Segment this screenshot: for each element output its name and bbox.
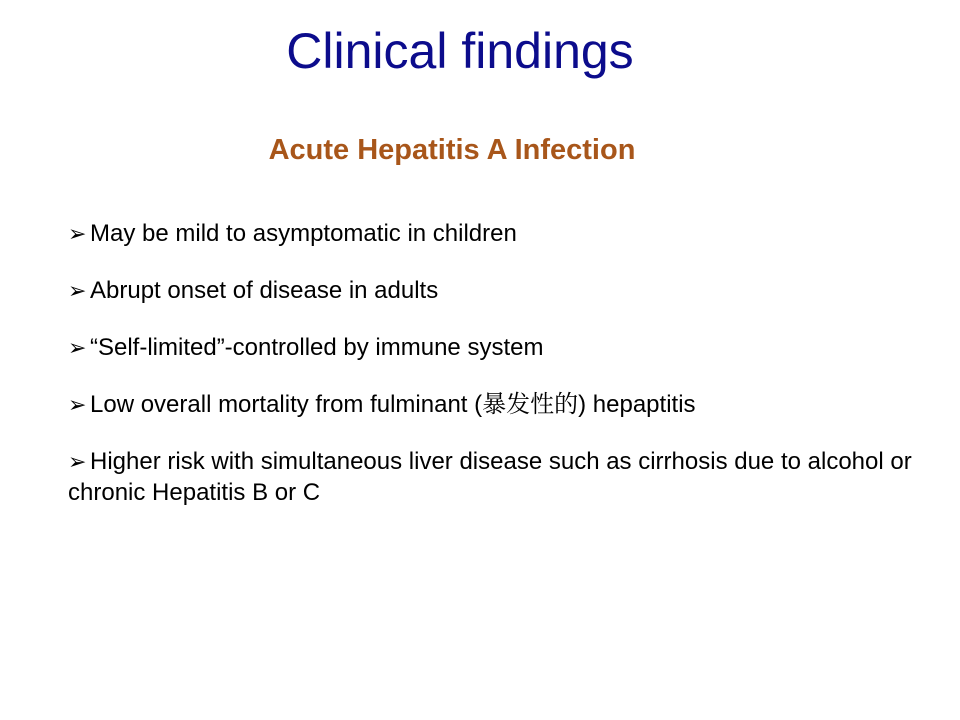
arrow-bullet-icon: ➢	[68, 278, 87, 303]
bullet-text: Higher risk with simultaneous liver disease such as cirrhosis due to alcohol or chronic Hepatitis B or C	[68, 448, 912, 506]
bullet-text: Abrupt onset of disease in adults	[90, 277, 439, 304]
bullet-text-chinese: 暴发性的	[482, 390, 579, 418]
arrow-bullet-icon: ➢	[68, 449, 87, 474]
arrow-bullet-icon: ➢	[68, 221, 87, 246]
bullet-text-after: ) hepaptitis	[578, 391, 696, 418]
slide-title: Clinical findings	[286, 23, 634, 79]
arrow-bullet-icon: ➢	[68, 392, 87, 417]
bullet-item	[68, 275, 928, 306]
bullet-list	[68, 218, 928, 534]
bullet-text-before: Low overall mortality from fulminant (	[90, 391, 483, 418]
bullet-item	[68, 389, 928, 420]
slide-subtitle: Acute Hepatitis A Infection	[268, 134, 636, 166]
arrow-bullet-icon: ➢	[68, 335, 87, 360]
bullet-item	[68, 332, 928, 363]
bullet-text: “Self-limited”-controlled by immune system	[90, 334, 544, 361]
bullet-text: May be mild to asymptomatic in children	[90, 220, 517, 247]
bullet-item	[68, 446, 928, 508]
bullet-item	[68, 218, 928, 249]
